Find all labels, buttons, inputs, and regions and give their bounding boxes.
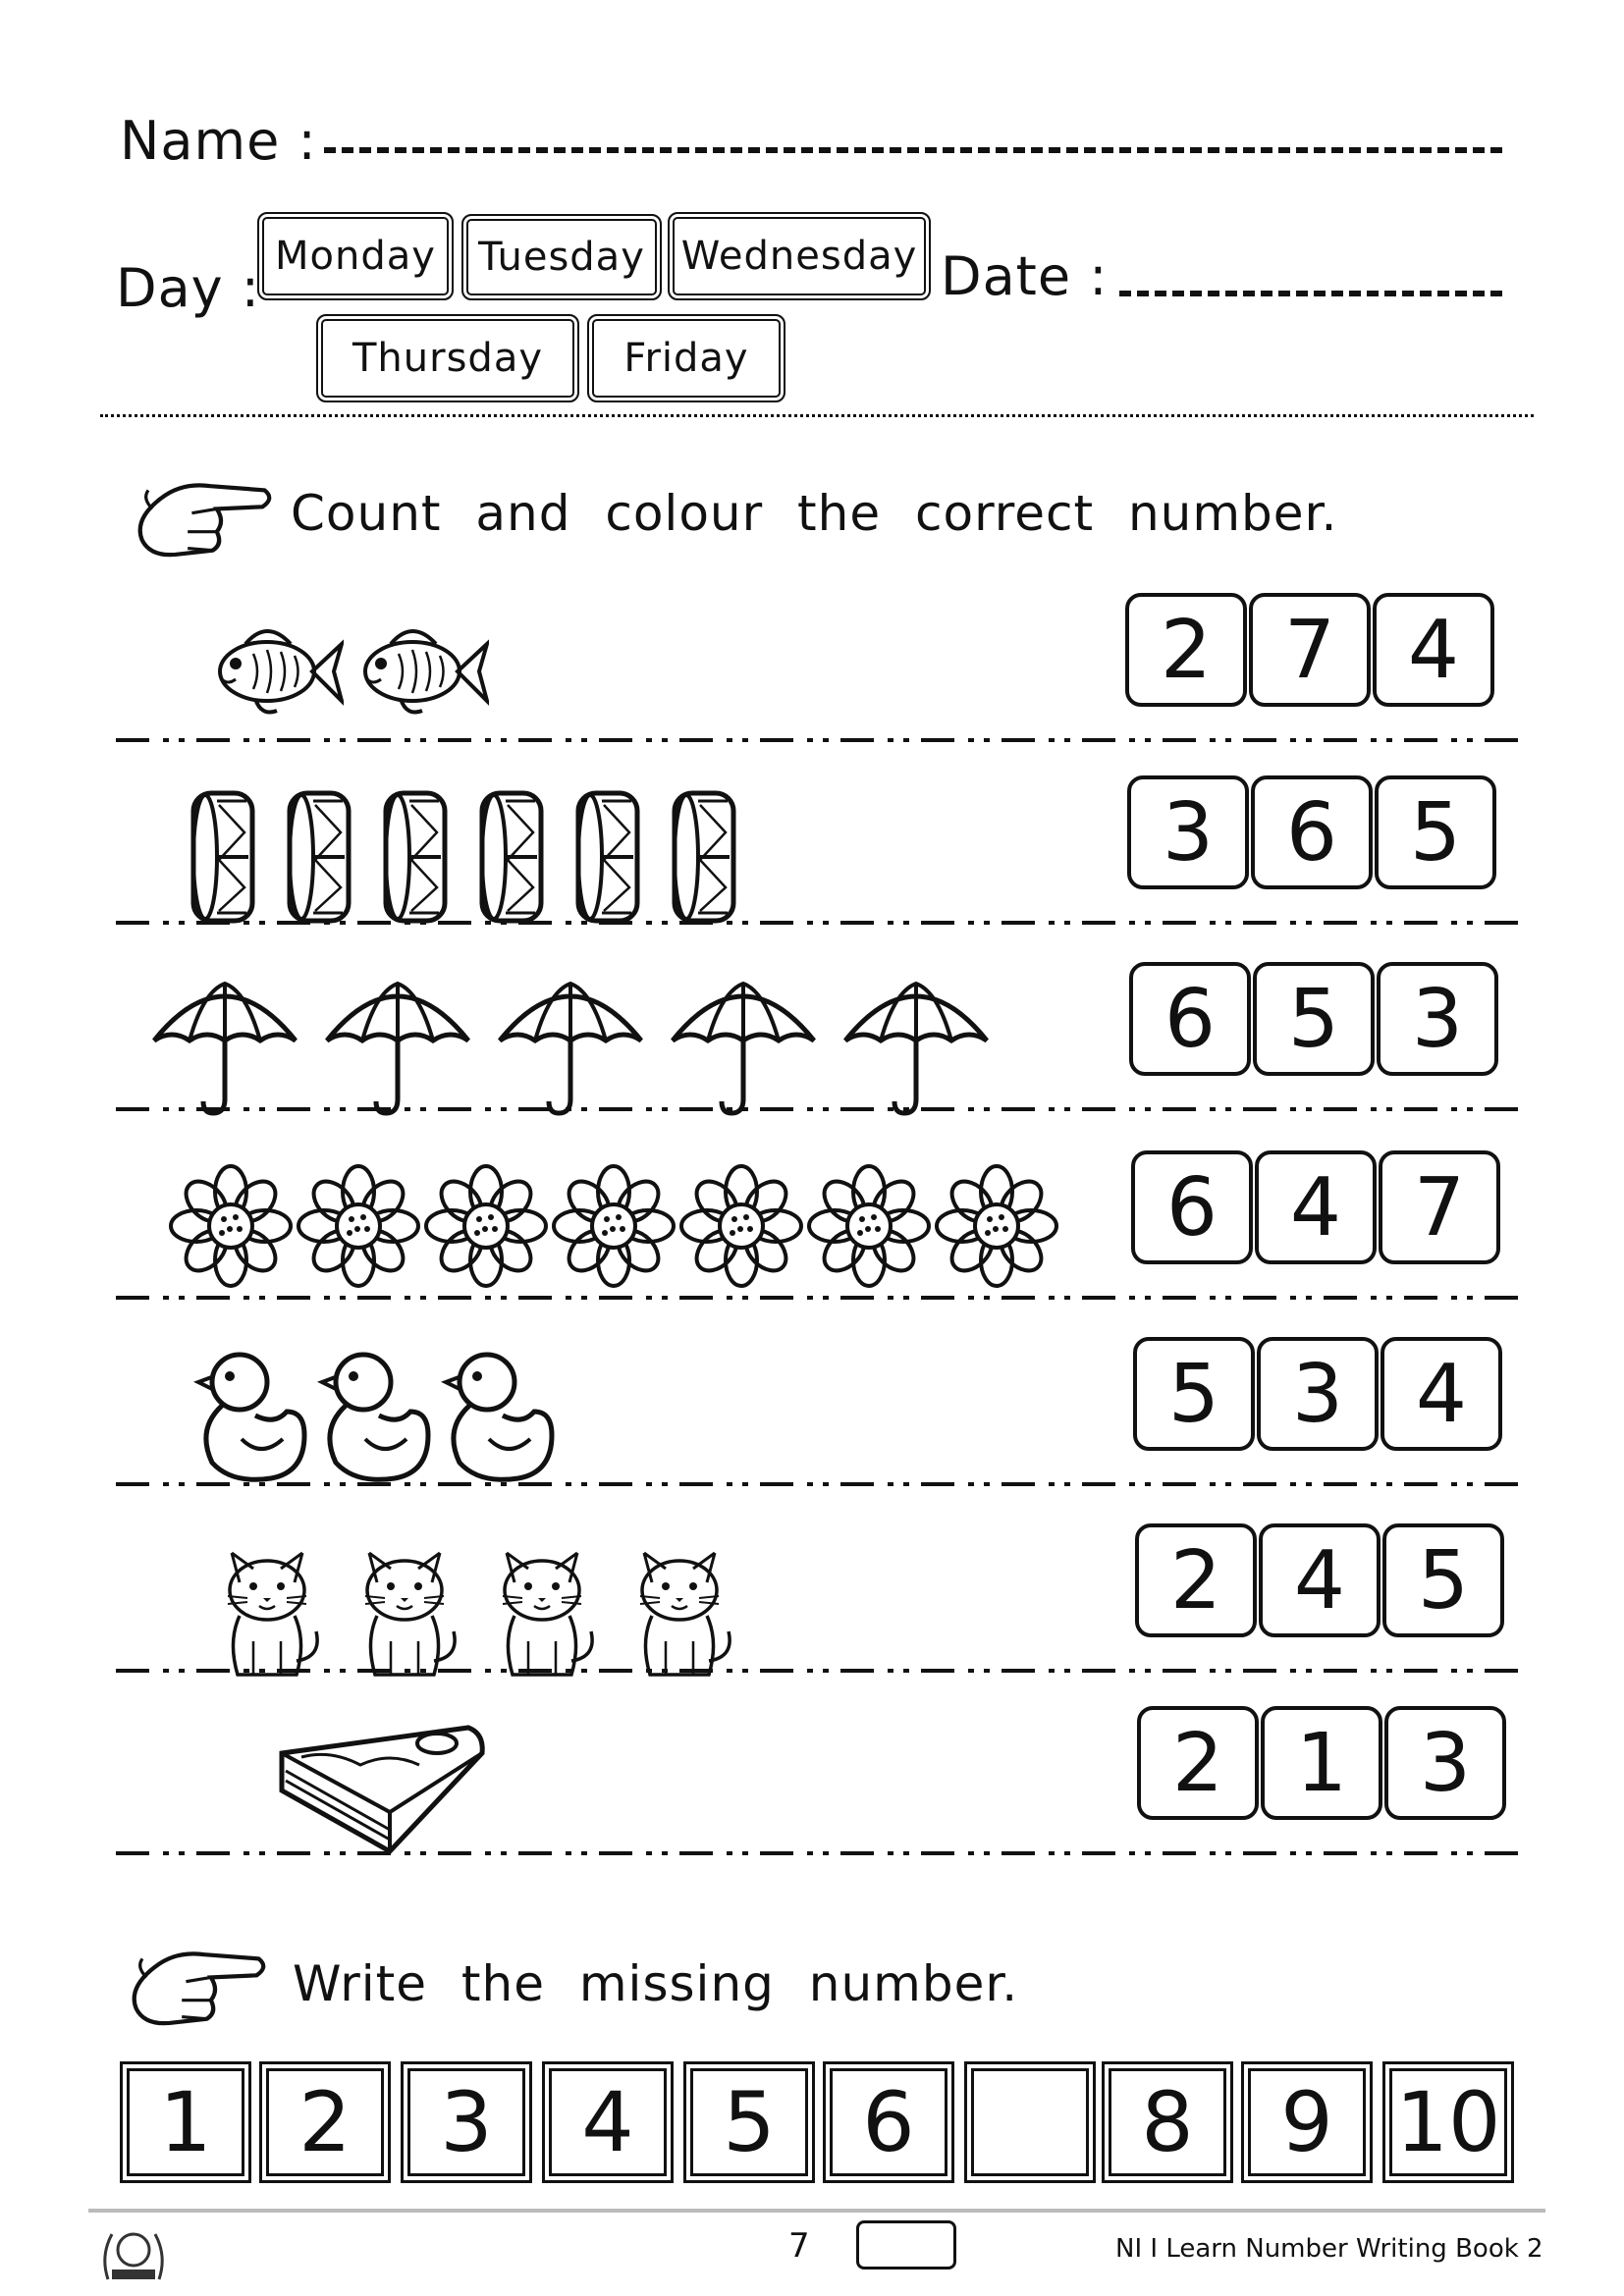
pointing-hand-icon: [130, 467, 275, 571]
counting-row-umbrella: [0, 950, 1624, 1137]
sequence-number-box: 2: [259, 2061, 391, 2183]
duck-picture: [192, 1341, 310, 1488]
number-option-box[interactable]: 5: [1375, 775, 1496, 889]
day-label: Day :: [116, 257, 260, 319]
count-instruction: Count and colour the correct number.: [291, 485, 1338, 542]
row-separator: [116, 1107, 1530, 1111]
sequence-number-box: 10: [1382, 2061, 1514, 2183]
flower-picture: [933, 1162, 1060, 1290]
number-option-box[interactable]: 7: [1249, 593, 1371, 707]
counting-row-cat: [0, 1512, 1624, 1698]
counting-row-duck: [0, 1325, 1624, 1512]
number-option-box[interactable]: 2: [1135, 1523, 1257, 1637]
number-option-box[interactable]: 4: [1380, 1337, 1502, 1451]
fish-picture: [206, 611, 344, 726]
drum-picture: [664, 783, 744, 931]
umbrella-picture: [489, 972, 652, 1119]
day-wednesday-box[interactable]: Wednesday: [668, 212, 931, 300]
date-label: Date :: [941, 245, 1109, 307]
umbrella-picture: [835, 972, 998, 1119]
cat-picture: [208, 1533, 326, 1681]
number-option-box[interactable]: 3: [1257, 1337, 1379, 1451]
umbrella-picture: [143, 972, 306, 1119]
flower-picture: [805, 1162, 933, 1290]
school-logo: [98, 2220, 169, 2289]
missing-number-box[interactable]: [964, 2061, 1096, 2183]
counting-row-drum: [0, 764, 1624, 950]
duck-picture: [316, 1341, 434, 1488]
umbrella-picture: [662, 972, 825, 1119]
sequence-number-box: 4: [542, 2061, 674, 2183]
sequence-number-box: 1: [120, 2061, 251, 2183]
drum-picture: [568, 783, 648, 931]
flower-picture: [422, 1162, 550, 1290]
number-option-box[interactable]: 2: [1125, 593, 1247, 707]
cake-picture: [271, 1714, 489, 1861]
counting-row-cake: [0, 1694, 1624, 1881]
cat-picture: [621, 1533, 738, 1681]
number-option-box[interactable]: 2: [1137, 1706, 1259, 1820]
row-separator: [116, 1296, 1530, 1300]
counting-row-fish: [0, 581, 1624, 768]
header-separator: [100, 414, 1534, 417]
drum-picture: [183, 783, 263, 931]
footer-rule: [88, 2209, 1545, 2213]
pointing-hand-icon: [124, 1936, 269, 2040]
book-title: NI I Learn Number Writing Book 2: [1115, 2234, 1543, 2264]
number-option-box[interactable]: 4: [1373, 593, 1494, 707]
fish-picture: [352, 611, 489, 726]
number-option-box[interactable]: 6: [1131, 1150, 1253, 1264]
name-write-line[interactable]: [324, 147, 1502, 153]
number-option-box[interactable]: 4: [1255, 1150, 1377, 1264]
score-box[interactable]: [856, 2220, 956, 2269]
sequence-number-box: 9: [1241, 2061, 1373, 2183]
row-separator: [116, 1482, 1530, 1486]
missing-number-instruction: Write the missing number.: [293, 1955, 1019, 2012]
umbrella-picture: [316, 972, 479, 1119]
day-thursday-box[interactable]: Thursday: [316, 314, 579, 402]
sequence-number-box: 6: [823, 2061, 954, 2183]
sequence-number-box: 5: [683, 2061, 815, 2183]
day-tuesday-box[interactable]: Tuesday: [461, 214, 662, 300]
sequence-number-box: 8: [1102, 2061, 1233, 2183]
row-separator: [116, 1669, 1530, 1673]
row-separator: [116, 1851, 1530, 1855]
number-option-box[interactable]: 6: [1129, 962, 1251, 1076]
page-number: 7: [788, 2226, 810, 2266]
counting-row-flower: [0, 1139, 1624, 1325]
number-option-box[interactable]: 7: [1379, 1150, 1500, 1264]
flower-picture: [550, 1162, 677, 1290]
row-separator: [116, 921, 1530, 925]
flower-picture: [677, 1162, 805, 1290]
flower-picture: [167, 1162, 295, 1290]
number-option-box[interactable]: 6: [1251, 775, 1373, 889]
drum-picture: [279, 783, 359, 931]
number-option-box[interactable]: 1: [1261, 1706, 1382, 1820]
number-option-box[interactable]: 5: [1382, 1523, 1504, 1637]
sequence-number-box: 3: [401, 2061, 532, 2183]
number-option-box[interactable]: 3: [1377, 962, 1498, 1076]
cat-picture: [346, 1533, 463, 1681]
number-option-box[interactable]: 3: [1127, 775, 1249, 889]
number-option-box[interactable]: 3: [1384, 1706, 1506, 1820]
name-label: Name :: [120, 110, 317, 172]
day-friday-box[interactable]: Friday: [587, 314, 785, 402]
duck-picture: [440, 1341, 558, 1488]
cat-picture: [483, 1533, 601, 1681]
number-option-box[interactable]: 5: [1133, 1337, 1255, 1451]
number-option-box[interactable]: 5: [1253, 962, 1375, 1076]
date-write-line[interactable]: [1119, 291, 1502, 296]
number-option-box[interactable]: 4: [1259, 1523, 1380, 1637]
flower-picture: [295, 1162, 422, 1290]
row-separator: [116, 738, 1530, 742]
drum-picture: [471, 783, 552, 931]
day-monday-box[interactable]: Monday: [257, 212, 454, 300]
drum-picture: [375, 783, 456, 931]
